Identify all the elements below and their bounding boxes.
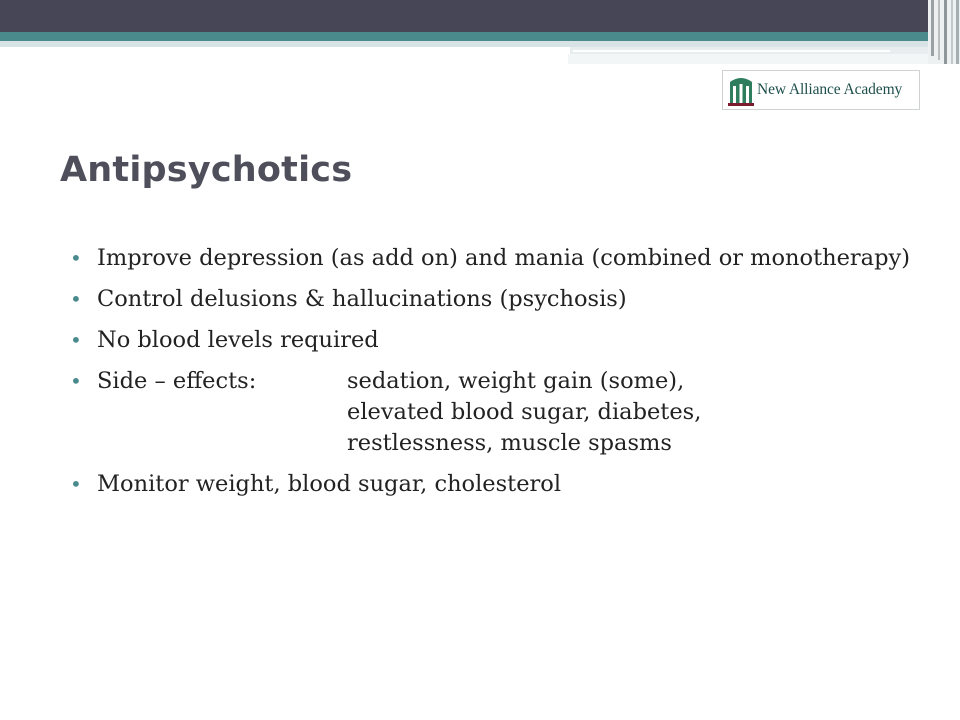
bullet-list (70, 243, 930, 510)
side-effects-line: sedation, weight gain (some), (347, 368, 685, 394)
bullet-icon: • (70, 472, 82, 496)
list-item (70, 325, 930, 356)
building-icon (727, 74, 755, 106)
side-effects-row (97, 366, 930, 459)
list-item (70, 469, 930, 500)
bullet-text: No blood levels required (97, 327, 379, 353)
header-band (0, 0, 960, 32)
side-effects-line: restlessness, muscle spasms (347, 430, 672, 456)
list-item (70, 243, 930, 274)
bullet-icon: • (70, 246, 82, 270)
side-effects-values (347, 366, 930, 459)
side-effects-label: Side – effects: (97, 368, 257, 394)
bullet-text: Improve depression (as add on) and mania (combined or monotherapy) (97, 245, 910, 271)
stripe-step-lower (568, 54, 935, 64)
logo (722, 70, 920, 110)
bullet-icon: • (70, 369, 82, 393)
slide-title: Antipsychotics (60, 150, 353, 190)
bullet-icon: • (70, 328, 82, 352)
stripe-highlight (573, 50, 890, 52)
corner-lines-decoration (928, 0, 960, 64)
list-item-side-effects (70, 366, 930, 459)
list-item (70, 284, 930, 315)
logo-text: New Alliance Academy (757, 81, 903, 98)
bullet-text: Monitor weight, blood sugar, cholesterol (97, 471, 562, 497)
bullet-icon: • (70, 287, 82, 311)
side-effects-line: elevated blood sugar, diabetes, (347, 399, 702, 425)
accent-stripe (0, 32, 935, 41)
bullet-text: Control delusions & hallucinations (psychosis) (97, 286, 627, 312)
